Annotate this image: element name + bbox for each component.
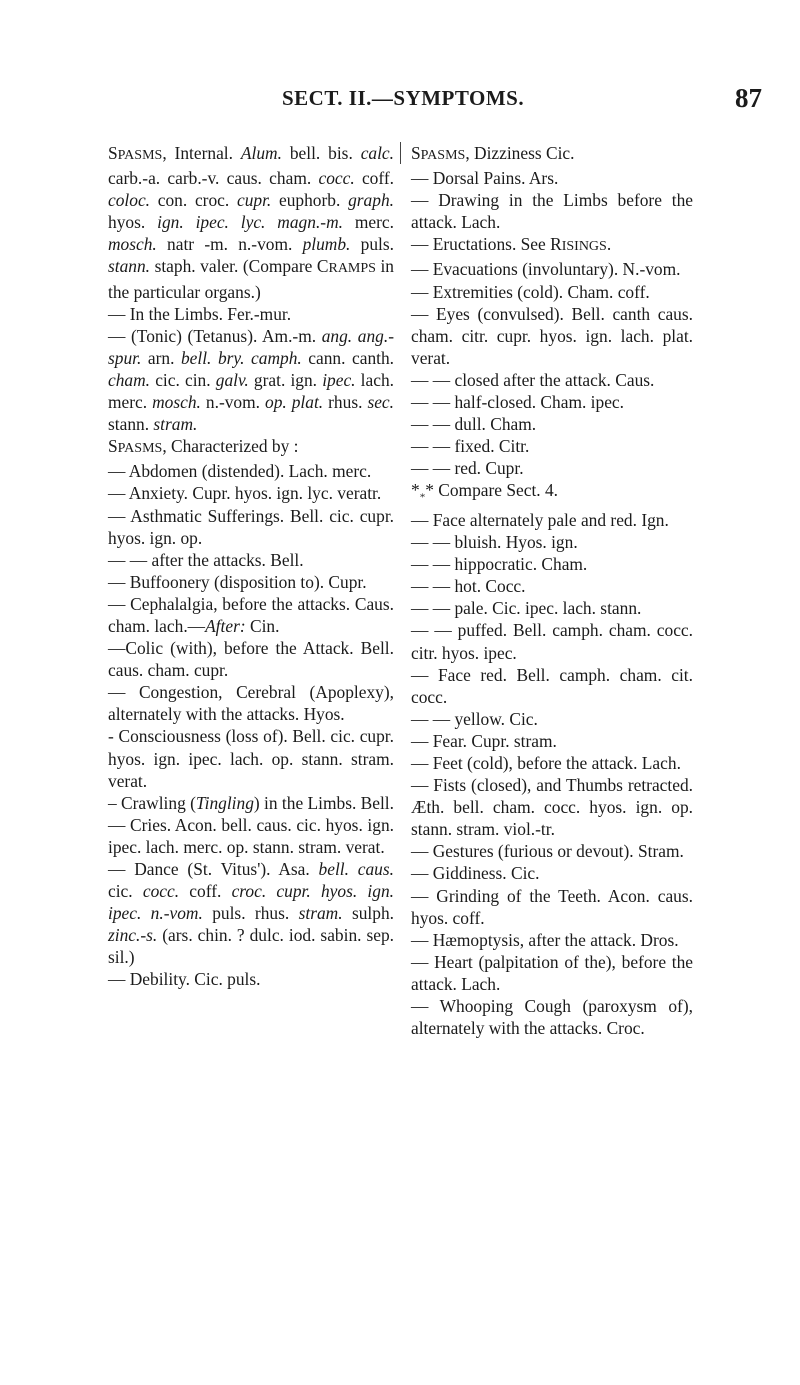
- index-entry: — Eructations. See RISINGS.: [411, 234, 612, 255]
- index-entry: — Face red. Bell. camph. cham. cit. cocc.: [411, 664, 693, 707]
- index-entry: — Eyes (convulsed). Bell. canth caus. cham. citr. cupr. hyos. ign. lach. plat. verat.: [411, 303, 693, 368]
- index-entry: — Anxiety. Cupr. hyos. ign. lyc. veratr.: [108, 483, 382, 504]
- index-entry: — Fists (closed), and Thumbs retracted. Æth. bell. cham. cocc. hyos. ign. op. stann. stram. viol.-tr.: [411, 775, 693, 840]
- index-entry: - Consciousness (loss of). Bell. cic. cupr. hyos. ign. ipec. lach. op. stann. stram. verat.: [108, 726, 394, 791]
- page-number: 87: [735, 83, 762, 113]
- index-entry: — Feet (cold), before the attack. Lach.: [411, 753, 681, 773]
- column-divider: [400, 142, 401, 164]
- index-entry: — Extremities (cold). Cham. coff.: [411, 281, 650, 302]
- index-entry: — Drawing in the Limbs before the attack. Lach.: [411, 190, 693, 233]
- index-entry: — Heart (palpitation of the), before the attack. Lach.: [411, 951, 693, 994]
- index-entry: — — dull. Cham.: [411, 414, 537, 435]
- index-entry: — Dance (St. Vitus'). Asa. bell. caus. cic. cocc. coff. croc. cupr. hyos. ign. ipec. n.-vom. puls. rhus. stram. sulph. zinc.-s. (ars. chin. ? dulc. iod. sabin. sep. sil.): [108, 859, 394, 968]
- index-entry: $*_**$ Compare Sect. 4.: [411, 480, 559, 504]
- index-entry: —Colic (with), before the Attack. Bell. caus. cham. cupr.: [108, 638, 394, 681]
- index-entry: — (Tonic) (Tetanus). Am.-m. ang. ang.-spur. arn. bell. bry. camph. cann. canth. cham. cic. cin. galv. grat. ign. ipec. lach. merc. mosch. n.-vom. op. plat. rhus. sec. stann. stram.: [108, 325, 395, 435]
- index-entry: SPASMS, Dizziness Cic.: [411, 143, 575, 163]
- index-entry: — Grinding of the Teeth. Acon. caus. hyos. coff.: [411, 885, 693, 928]
- index-entry: SPASMS, Characterized by :: [108, 436, 299, 457]
- index-entry: — Whooping Cough (paroxysm of), alternately with the attacks. Croc.: [411, 996, 693, 1039]
- index-entry: — Debility. Cic. puls.: [108, 969, 261, 990]
- index-entry: — Congestion, Cerebral (Apoplexy), alternately with the attacks. Hyos.: [108, 682, 394, 725]
- index-entry: — Buffoonery (disposition to). Cupr.: [108, 571, 367, 592]
- index-entry: — Cries. Acon. bell. caus. cic. hyos. ign. ipec. lach. merc. op. stann. stram. verat.: [108, 814, 394, 857]
- index-entry: — — closed after the attack. Caus.: [411, 369, 655, 390]
- right-column: [411, 142, 693, 1039]
- index-entry: — — yellow. Cic.: [411, 708, 538, 729]
- left-column: [108, 142, 394, 991]
- index-entry: — — after the attacks. Bell.: [108, 549, 304, 570]
- index-entry: — Cephalalgia, before the attacks. Caus. cham. lach.—After: Cin.: [108, 593, 394, 636]
- index-entry: — Gestures (furious or devout). Stram.: [411, 841, 684, 862]
- index-entry: — — half-closed. Cham. ipec.: [411, 392, 624, 413]
- index-entry: — — hippocratic. Cham.: [411, 554, 588, 575]
- index-entry: — Face alternately pale and red. Ign.: [411, 509, 669, 530]
- index-entry: – Crawling (Tingling) in the Limbs. Bell.: [108, 792, 394, 813]
- index-entry: — In the Limbs. Fer.-mur.: [108, 303, 292, 324]
- index-entry: — — puffed. Bell. camph. cham. cocc. citr. hyos. ipec.: [411, 620, 693, 663]
- index-entry: — — bluish. Hyos. ign.: [411, 532, 578, 553]
- index-entry: — Evacuations (involuntary). N.-vom.: [411, 259, 681, 280]
- index-entry: SPASMS, Internal. Alum. bell. bis. calc. carb.-a. carb.-v. caus. cham. cocc. coff. coloc. con. croc. cupr. euphorb. graph. hyos. ign. ipec. lyc. magn.-m. merc. mosch. natr -m. n.-vom. plumb. puls. stann. staph. valer. (Compare CRAMPS in the particular organs.): [108, 143, 395, 302]
- index-entry: — — pale. Cic. ipec. lach. stann.: [411, 598, 642, 619]
- index-entry: — Abdomen (distended). Lach. merc.: [108, 461, 372, 482]
- running-head: [0, 83, 800, 116]
- index-entry: — Asthmatic Sufferings. Bell. cic. cupr. hyos. ign. op.: [108, 505, 394, 548]
- index-entry: — Giddiness. Cic.: [411, 863, 540, 884]
- index-entry: — Dorsal Pains. Ars.: [411, 168, 559, 189]
- index-entry: — — red. Cupr.: [411, 458, 524, 479]
- section-title: SECT. II.—SYMPTOMS.: [282, 86, 525, 110]
- index-entry: — — fixed. Citr.: [411, 436, 530, 457]
- index-entry: — — hot. Cocc.: [411, 576, 526, 597]
- index-entry: — Fear. Cupr. stram.: [411, 730, 557, 751]
- index-entry: — Hæmoptysis, after the attack. Dros.: [411, 929, 679, 950]
